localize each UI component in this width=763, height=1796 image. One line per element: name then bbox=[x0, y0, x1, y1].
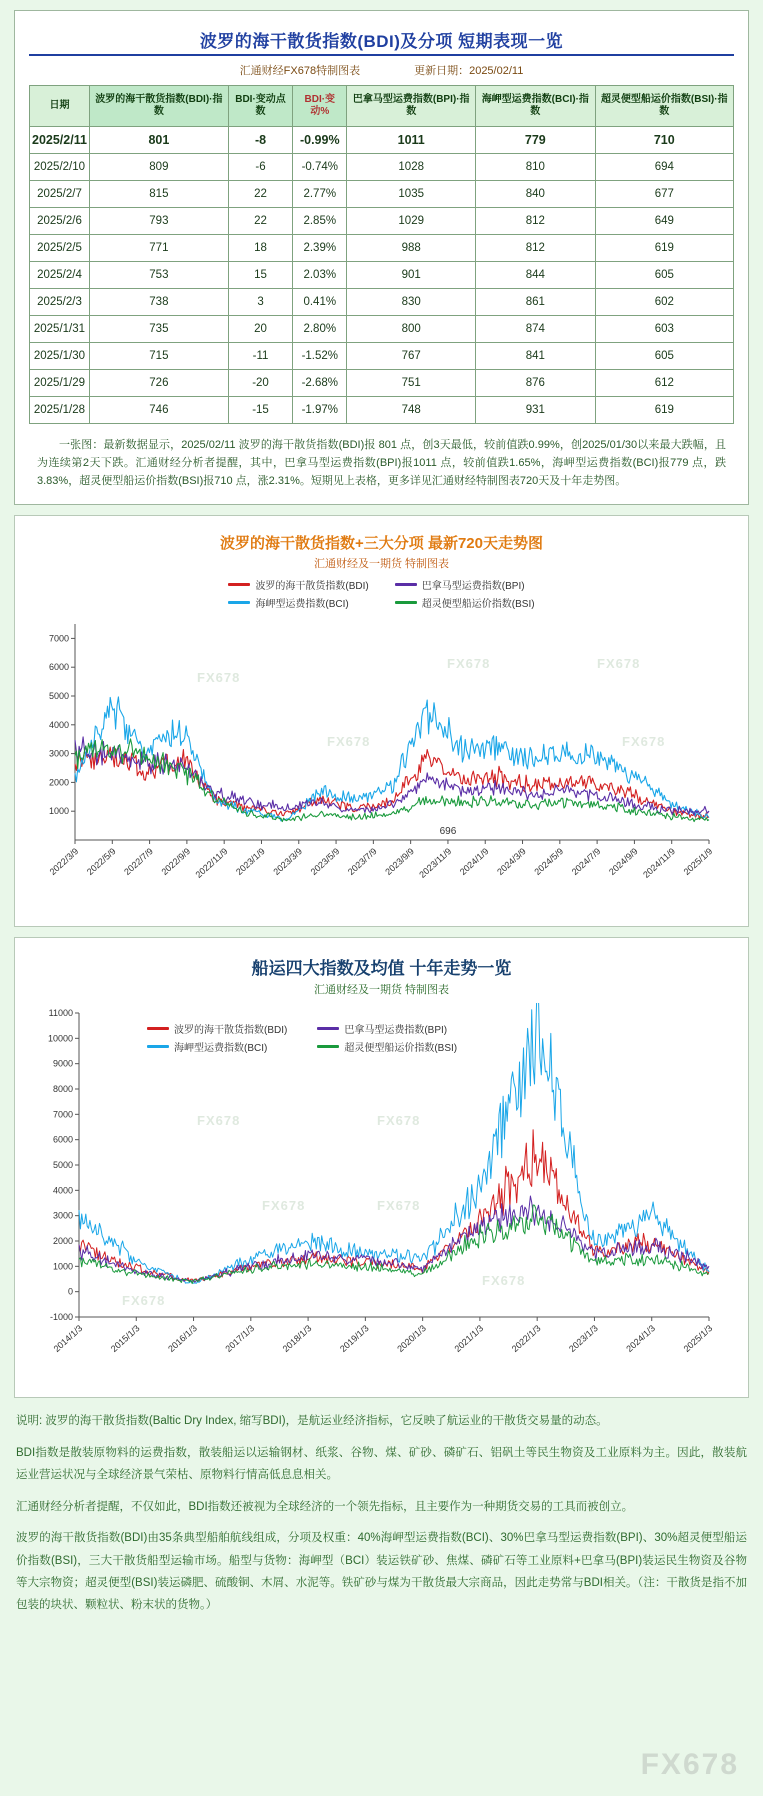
svg-text:6000: 6000 bbox=[48, 662, 69, 673]
cell-bdi: 809 bbox=[89, 154, 228, 181]
svg-text:2015/1/3: 2015/1/3 bbox=[108, 1323, 142, 1355]
page-root bbox=[0, 10, 763, 1796]
svg-text:5000: 5000 bbox=[48, 691, 69, 702]
cell-bdi: 753 bbox=[89, 262, 228, 289]
watermark-4: FX678 bbox=[327, 734, 371, 750]
cell-bsi: 710 bbox=[595, 127, 733, 154]
svg-text:2024/11/9: 2024/11/9 bbox=[641, 846, 678, 881]
cell-bsi: 649 bbox=[595, 208, 733, 235]
cell-bdi-points: 20 bbox=[228, 316, 292, 343]
cell-date: 2025/2/7 bbox=[30, 181, 90, 208]
svg-text:1000: 1000 bbox=[48, 806, 69, 817]
svg-text:2024/7/9: 2024/7/9 bbox=[569, 846, 603, 878]
cell-bsi: 612 bbox=[595, 370, 733, 397]
fx678-watermark: FX678 bbox=[640, 1748, 739, 1781]
svg-text:2024/1/3: 2024/1/3 bbox=[624, 1323, 658, 1355]
cell-bdi-points: 15 bbox=[228, 262, 292, 289]
cell-bci: 812 bbox=[476, 208, 596, 235]
svg-text:6000: 6000 bbox=[52, 1135, 73, 1146]
legend-item-bci bbox=[228, 595, 368, 610]
svg-text:4000: 4000 bbox=[48, 720, 69, 731]
table-header-row bbox=[30, 86, 734, 127]
cell-bdi-points: -11 bbox=[228, 343, 292, 370]
footer-paragraph-3: 汇通财经分析者提醒，不仅如此，BDI指数还被视为全球经济的一个领先指标，且主要作为一种期货交易的工具而被创立。 bbox=[16, 1500, 634, 1513]
cell-bdi-points: -6 bbox=[228, 154, 292, 181]
legend-label-bdi: 波罗的海干散货指数(BDI) bbox=[255, 581, 369, 593]
legend10y-item-bci bbox=[147, 1039, 287, 1054]
cell-bdi-pct: -0.74% bbox=[293, 154, 347, 181]
cell-bdi-pct: -1.97% bbox=[293, 397, 347, 424]
cell-bdi-pct: -0.99% bbox=[293, 127, 347, 154]
watermark-11: FX678 bbox=[122, 1293, 166, 1309]
svg-text:2023/7/9: 2023/7/9 bbox=[345, 846, 379, 878]
chart-720d-title: 波罗的海干散货指数+三大分项 最新720天走势图 bbox=[220, 535, 543, 553]
svg-text:2000: 2000 bbox=[48, 777, 69, 788]
cell-bci: 810 bbox=[476, 154, 596, 181]
col-bdi: 波罗的海干散货指数(BDI)·指数 bbox=[89, 86, 228, 127]
watermark-2: FX678 bbox=[447, 656, 491, 672]
svg-text:11000: 11000 bbox=[48, 1008, 73, 1019]
cell-bdi-pct: 2.80% bbox=[293, 316, 347, 343]
cell-date: 2025/1/29 bbox=[30, 370, 90, 397]
svg-text:2022/3/9: 2022/3/9 bbox=[47, 846, 81, 878]
cell-bdi-points: 3 bbox=[228, 289, 292, 316]
cell-bdi: 738 bbox=[89, 289, 228, 316]
col-date: 日期 bbox=[30, 86, 90, 127]
svg-text:2022/5/9: 2022/5/9 bbox=[84, 846, 118, 878]
cell-bdi: 715 bbox=[89, 343, 228, 370]
legend10y-item-bpi bbox=[317, 1021, 457, 1036]
cell-bci: 876 bbox=[476, 370, 596, 397]
cell-bci: 840 bbox=[476, 181, 596, 208]
cell-bpi: 830 bbox=[347, 289, 476, 316]
svg-text:2023/1/3: 2023/1/3 bbox=[567, 1323, 600, 1355]
cell-bdi-pct: 2.77% bbox=[293, 181, 347, 208]
cell-date: 2025/2/5 bbox=[30, 235, 90, 262]
legend-label-bci: 海岬型运费指数(BCI) bbox=[255, 599, 349, 611]
cell-bci: 861 bbox=[476, 289, 596, 316]
cell-date: 2025/1/30 bbox=[30, 343, 90, 370]
chart-10y-plot bbox=[27, 1003, 736, 1383]
footer-paragraph-1: 说明: 波罗的海干散货指数(Baltic Dry Index, 缩写BDI)，是航运业经济指标，它反映了航运业的干散货交易量的动态。 bbox=[16, 1415, 608, 1428]
cell-bdi-points: -8 bbox=[228, 127, 292, 154]
svg-text:2023/1/9: 2023/1/9 bbox=[234, 846, 267, 878]
svg-text:7000: 7000 bbox=[52, 1109, 73, 1120]
col-bdi-change-points: BDI·变动点数 bbox=[228, 86, 292, 127]
cell-bdi-points: 22 bbox=[228, 208, 292, 235]
cell-bdi-points: -15 bbox=[228, 397, 292, 424]
cell-bsi: 619 bbox=[595, 397, 733, 424]
svg-text:2023/3/9: 2023/3/9 bbox=[271, 846, 305, 878]
table-row bbox=[30, 343, 734, 370]
svg-text:2021/1/3: 2021/1/3 bbox=[452, 1323, 486, 1355]
cell-bci: 931 bbox=[476, 397, 596, 424]
cell-bdi: 746 bbox=[89, 397, 228, 424]
svg-text:2018/1/3: 2018/1/3 bbox=[280, 1323, 314, 1355]
table-update-date: 更新日期：2025/02/11 bbox=[414, 65, 524, 77]
svg-text:4000: 4000 bbox=[52, 1185, 73, 1196]
chart-10y-panel bbox=[14, 937, 749, 1398]
cell-bpi: 748 bbox=[347, 397, 476, 424]
svg-text:2017/1/3: 2017/1/3 bbox=[223, 1323, 257, 1355]
cell-bdi: 735 bbox=[89, 316, 228, 343]
chart-720d-panel bbox=[14, 515, 749, 927]
chart-720d-svg bbox=[27, 612, 727, 912]
chart-720d-legend bbox=[27, 577, 736, 610]
bdi-table-panel bbox=[14, 10, 749, 505]
legend10y-label-bsi: 超灵便型船运价指数(BSI) bbox=[344, 1043, 458, 1055]
cell-bdi: 815 bbox=[89, 181, 228, 208]
cell-bdi-points: 18 bbox=[228, 235, 292, 262]
cell-bpi: 1028 bbox=[347, 154, 476, 181]
cell-bci: 841 bbox=[476, 343, 596, 370]
footer-paragraph-2: BDI指数是散装原物料的运费指数，散装船运以运输钢材、纸浆、谷物、煤、矿砂、磷矿石、铝矾土等民生物资及工业原料为主。因此，散装航运业营运状况与全球经济景气荣枯、原物料行情高低息息相关。 bbox=[16, 1446, 747, 1482]
cell-bsi: 677 bbox=[595, 181, 733, 208]
cell-bci: 874 bbox=[476, 316, 596, 343]
watermark-5: FX678 bbox=[622, 734, 666, 750]
table-head bbox=[30, 86, 734, 127]
cell-date: 2025/2/3 bbox=[30, 289, 90, 316]
svg-text:2025/1/3: 2025/1/3 bbox=[681, 1323, 715, 1355]
svg-text:2023/11/9: 2023/11/9 bbox=[417, 846, 454, 881]
cell-bdi: 801 bbox=[89, 127, 228, 154]
table-row bbox=[30, 262, 734, 289]
table-row bbox=[30, 235, 734, 262]
svg-text:2023/9/9: 2023/9/9 bbox=[383, 846, 416, 878]
svg-text:2022/11/9: 2022/11/9 bbox=[193, 846, 230, 881]
watermark-8: FX678 bbox=[262, 1198, 306, 1214]
chart-720d-plot bbox=[27, 612, 736, 912]
cell-bci: 844 bbox=[476, 262, 596, 289]
col-bci: 海岬型运费指数(BCI)·指数 bbox=[476, 86, 596, 127]
svg-text:2024/9/9: 2024/9/9 bbox=[607, 846, 640, 878]
svg-text:2000: 2000 bbox=[52, 1236, 73, 1247]
bdi-data-table bbox=[29, 85, 734, 424]
cell-bdi: 771 bbox=[89, 235, 228, 262]
cell-bdi-pct: -1.52% bbox=[293, 343, 347, 370]
watermark-1: FX678 bbox=[197, 670, 241, 686]
svg-text:2022/9/9: 2022/9/9 bbox=[159, 846, 193, 878]
cell-bpi: 751 bbox=[347, 370, 476, 397]
cell-bsi: 619 bbox=[595, 235, 733, 262]
cell-bpi: 1029 bbox=[347, 208, 476, 235]
svg-text:2024/3/9: 2024/3/9 bbox=[495, 846, 528, 878]
cell-date: 2025/2/6 bbox=[30, 208, 90, 235]
cell-date: 2025/1/31 bbox=[30, 316, 90, 343]
svg-text:9000: 9000 bbox=[52, 1059, 73, 1070]
cell-bsi: 694 bbox=[595, 154, 733, 181]
svg-text:2014/1/3: 2014/1/3 bbox=[51, 1323, 85, 1355]
cell-date: 2025/1/28 bbox=[30, 397, 90, 424]
cell-bdi-pct: 2.39% bbox=[293, 235, 347, 262]
footer-paragraph-4: 波罗的海干散货指数(BDI)由35条典型船舶航线组成，分项及权重：40%海岬型运费指数(BCI)、30%巴拿马型运费指数(BPI)、30%超灵便型船运价指数(BSI)，三大干散货船型运输市场。船型与货物：海岬型（BCI）装运铁矿砂、焦煤、磷矿石等工业原料+巴拿马(BPI)装运民生物资及谷物等大宗物资；超灵便型(BSI)装运磷肥、硫酸铜、木屑、水泥等。铁矿砂与煤为干散货最大宗商品，因此走势常与BDI相关。（注：干散货是指不加包装的块状、颗粒状、粉末状的货物。） bbox=[16, 1532, 747, 1612]
svg-text:3000: 3000 bbox=[52, 1211, 73, 1222]
svg-text:10000: 10000 bbox=[47, 1033, 73, 1044]
legend-item-bsi bbox=[395, 595, 535, 610]
col-bdi-change-pct: BDI·变动% bbox=[293, 86, 347, 127]
table-row bbox=[30, 397, 734, 424]
legend-label-bpi: 巴拿马型运费指数(BPI) bbox=[421, 581, 525, 593]
svg-text:7000: 7000 bbox=[48, 633, 69, 644]
svg-text:2024/1/9: 2024/1/9 bbox=[457, 846, 491, 878]
svg-text:-1000: -1000 bbox=[49, 1312, 73, 1323]
watermark-3: FX678 bbox=[597, 656, 641, 672]
table-row bbox=[30, 289, 734, 316]
table-subtitle-row bbox=[29, 62, 734, 78]
cell-bdi-points: 22 bbox=[228, 181, 292, 208]
table-row bbox=[30, 316, 734, 343]
svg-text:2019/1/3: 2019/1/3 bbox=[337, 1323, 371, 1355]
col-bsi: 超灵便型船运价指数(BSI)·指数 bbox=[595, 86, 733, 127]
legend-item-bpi bbox=[395, 577, 535, 592]
cell-bdi-pct: -2.68% bbox=[293, 370, 347, 397]
svg-text:2020/1/3: 2020/1/3 bbox=[395, 1323, 428, 1355]
svg-text:2024/5/9: 2024/5/9 bbox=[532, 846, 566, 878]
svg-text:2022/7/9: 2022/7/9 bbox=[122, 846, 155, 878]
cell-bpi: 988 bbox=[347, 235, 476, 262]
svg-text:696: 696 bbox=[439, 826, 457, 838]
cell-bdi-pct: 0.41% bbox=[293, 289, 347, 316]
cell-bdi-pct: 2.03% bbox=[293, 262, 347, 289]
cell-bpi: 901 bbox=[347, 262, 476, 289]
cell-bci: 779 bbox=[476, 127, 596, 154]
cell-bsi: 605 bbox=[595, 262, 733, 289]
chart-10y-title: 船运四大指数及均值 十年走势一览 bbox=[251, 959, 512, 979]
svg-text:8000: 8000 bbox=[52, 1084, 73, 1095]
cell-bpi: 1035 bbox=[347, 181, 476, 208]
watermark-7: FX678 bbox=[377, 1113, 421, 1129]
cell-bpi: 767 bbox=[347, 343, 476, 370]
svg-text:1000: 1000 bbox=[52, 1261, 73, 1272]
cell-date: 2025/2/10 bbox=[30, 154, 90, 181]
svg-text:2023/5/9: 2023/5/9 bbox=[308, 846, 342, 878]
cell-bsi: 603 bbox=[595, 316, 733, 343]
table-row bbox=[30, 208, 734, 235]
chart-10y-legend bbox=[147, 1021, 457, 1054]
legend-label-bsi: 超灵便型船运价指数(BSI) bbox=[421, 599, 535, 611]
col-bpi: 巴拿马型运费指数(BPI)·指数 bbox=[347, 86, 476, 127]
svg-text:2025/1/9: 2025/1/9 bbox=[681, 846, 715, 878]
cell-bpi: 1011 bbox=[347, 127, 476, 154]
table-row bbox=[30, 181, 734, 208]
cell-bdi: 726 bbox=[89, 370, 228, 397]
table-body bbox=[30, 127, 734, 424]
watermark-6: FX678 bbox=[197, 1113, 241, 1129]
svg-text:2016/1/3: 2016/1/3 bbox=[166, 1323, 199, 1355]
footer-description bbox=[16, 1410, 747, 1616]
table-title: 波罗的海干散货指数(BDI)及分项 短期表现一览 bbox=[29, 19, 734, 56]
cell-date: 2025/2/4 bbox=[30, 262, 90, 289]
legend-item-bdi bbox=[228, 577, 368, 592]
chart-10y-subtitle: 汇通财经及一期货 特制图表 bbox=[313, 984, 450, 997]
svg-text:0: 0 bbox=[67, 1287, 73, 1298]
cell-bci: 812 bbox=[476, 235, 596, 262]
cell-date: 2025/2/11 bbox=[30, 127, 90, 154]
svg-text:3000: 3000 bbox=[48, 749, 69, 760]
chart-720d-subtitle: 汇通财经及一期货 特制图表 bbox=[313, 558, 450, 571]
legend10y-label-bdi: 波罗的海干散货指数(BDI) bbox=[174, 1025, 288, 1037]
cell-bdi: 793 bbox=[89, 208, 228, 235]
legend10y-item-bsi bbox=[317, 1039, 457, 1054]
cell-bsi: 602 bbox=[595, 289, 733, 316]
cell-bpi: 800 bbox=[347, 316, 476, 343]
svg-text:5000: 5000 bbox=[52, 1160, 73, 1171]
watermark-9: FX678 bbox=[377, 1198, 421, 1214]
cell-bdi-pct: 2.85% bbox=[293, 208, 347, 235]
table-row bbox=[30, 370, 734, 397]
watermark-10: FX678 bbox=[482, 1273, 526, 1289]
table-source-label: 汇通财经FX678特制图表 bbox=[239, 65, 361, 77]
table-summary-note: 一张图：最新数据显示，2025/02/11 波罗的海干散货指数(BDI)报 801 点，创3天最低，较前值跌0.99%，创2025/01/30以来最大跌幅，且为连续第2天下跌。汇通财经分析者提醒，其中，巴拿马型运费指数(BPI)报1011 点，较前值跌1.65%，海岬型运费指数(BCI)报779 点，跌3.83%，超灵便型船运价指数(BSI)报710 点，涨2.31%。短期见上表格，更多详见汇通财经特制图表720天及十年走势图。 bbox=[37, 439, 726, 488]
cell-bdi-points: -20 bbox=[228, 370, 292, 397]
cell-bsi: 605 bbox=[595, 343, 733, 370]
legend10y-item-bdi bbox=[147, 1021, 287, 1036]
legend10y-label-bci: 海岬型运费指数(BCI) bbox=[174, 1043, 268, 1055]
table-row bbox=[30, 127, 734, 154]
chart-10y-svg bbox=[27, 1003, 727, 1383]
table-row bbox=[30, 154, 734, 181]
legend10y-label-bpi: 巴拿马型运费指数(BPI) bbox=[344, 1025, 448, 1037]
svg-text:2022/1/3: 2022/1/3 bbox=[509, 1323, 543, 1355]
